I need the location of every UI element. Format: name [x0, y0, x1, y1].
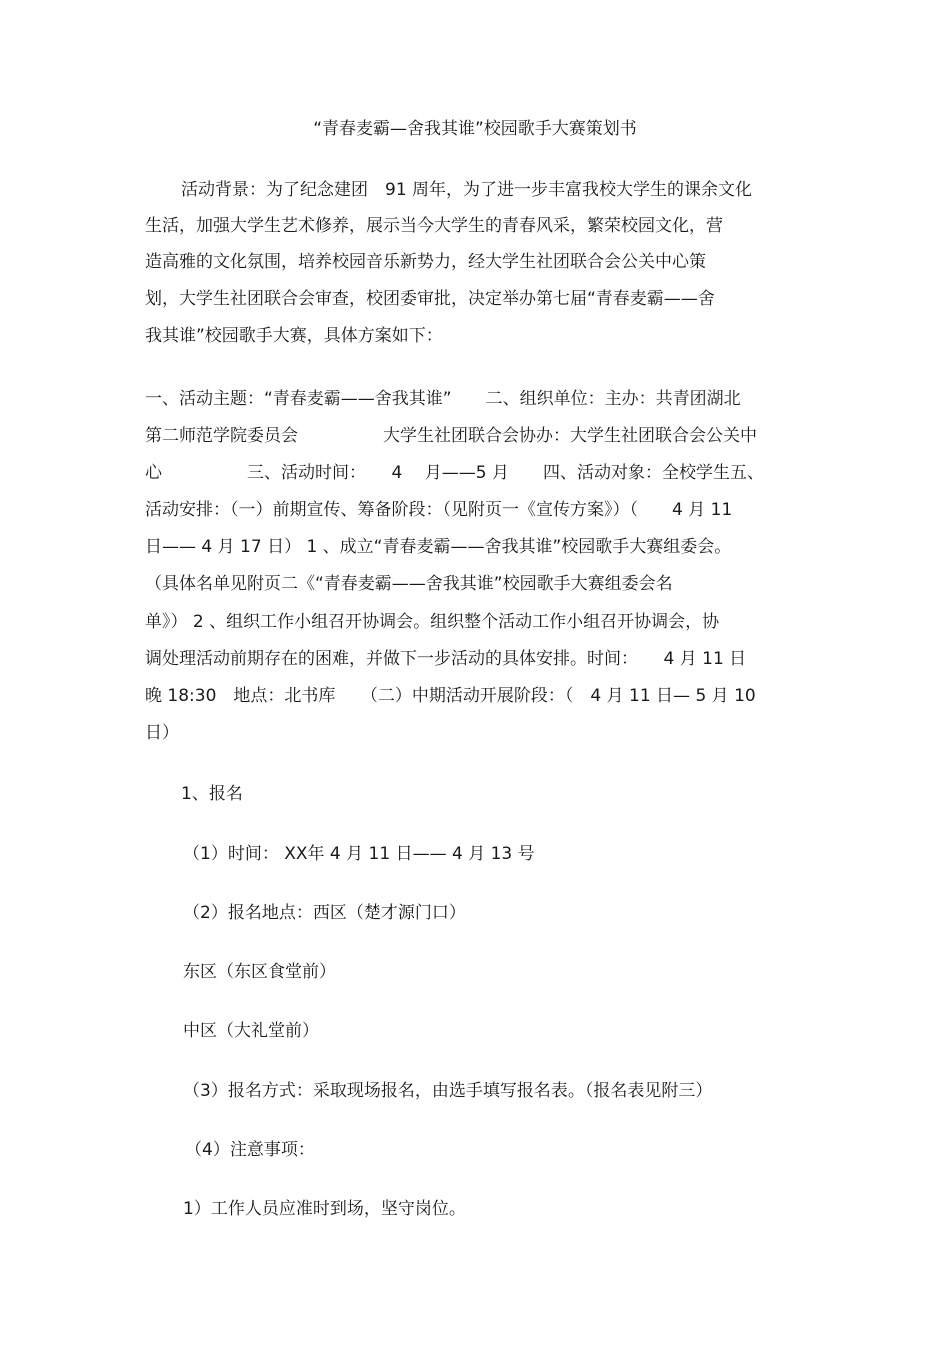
paragraph-line: 日） [145, 723, 179, 743]
paragraph-line: 活动安排：（一）前期宣传、筹备阶段：（见附页一《宣传方案》）（ 4 月 11 [145, 500, 733, 520]
paragraph-line: 调处理活动前期存在的困难，并做下一步活动的具体安排。时间： 4 月 11 日 [145, 649, 747, 669]
paragraph-line: 一、活动主题：“青春麦霸——舍我其谁” 二、组织单位：主办：共青团湖北 [145, 389, 741, 409]
paragraph-line: 日—— 4 月 17 日） 1 、成立“青春麦霸——舍我其谁”校园歌手大赛组委会。 [145, 537, 732, 557]
list-item: （3）报名方式：采取现场报名，由选手填写报名表。（报名表见附三） [183, 1081, 713, 1101]
paragraph-line: 划，大学生社团联合会审查，校团委审批，决定举办第七届“青春麦霸——舍 [145, 289, 715, 309]
paragraph-line: 造高雅的文化氛围，培养校园音乐新势力，经大学生社团联合会公关中心策 [145, 252, 706, 272]
list-item: （4）注意事项： [185, 1140, 315, 1160]
list-item: 1）工作人员应准时到场，坚守岗位。 [183, 1199, 466, 1219]
paragraph-line: 活动背景：为了纪念建团 91 周年，为了进一步丰富我校大学生的课余文化 [181, 180, 753, 200]
paragraph-line: 心 三、活动时间： 4 月——5 月 四、活动对象：全校学生五、 [145, 463, 764, 483]
list-item: （2）报名地点：西区（楚才源门口） [183, 903, 466, 923]
section-heading: 1、报名 [181, 784, 243, 804]
paragraph-line: （具体名单见附页二《“青春麦霸——舍我其谁”校园歌手大赛组委会名 [145, 574, 673, 594]
paragraph-line: 第二师范学院委员会 大学生社团联合会协办：大学生社团联合会公关中 [145, 426, 757, 446]
list-item: （1）时间： XX年 4 月 11 日—— 4 月 13 号 [183, 844, 535, 864]
paragraph-line: 我其谁”校园歌手大赛，具体方案如下： [145, 326, 443, 346]
list-item: 中区（大礼堂前） [183, 1021, 319, 1041]
paragraph-line: 生活，加强大学生艺术修养，展示当今大学生的青春风采，繁荣校园文化，营 [145, 216, 723, 236]
paragraph-line: 单》） 2 、组织工作小组召开协调会。组织整个活动工作小组召开协调会，协 [145, 612, 720, 632]
list-item: 东区（东区食堂前） [183, 962, 336, 982]
paragraph-line: 晚 18:30 地点：北书库 （二）中期活动开展阶段：（ 4 月 11 日— 5 月 10 [145, 686, 756, 706]
document-title: “青春麦霸—舍我其谁”校园歌手大赛策划书 [313, 119, 637, 139]
